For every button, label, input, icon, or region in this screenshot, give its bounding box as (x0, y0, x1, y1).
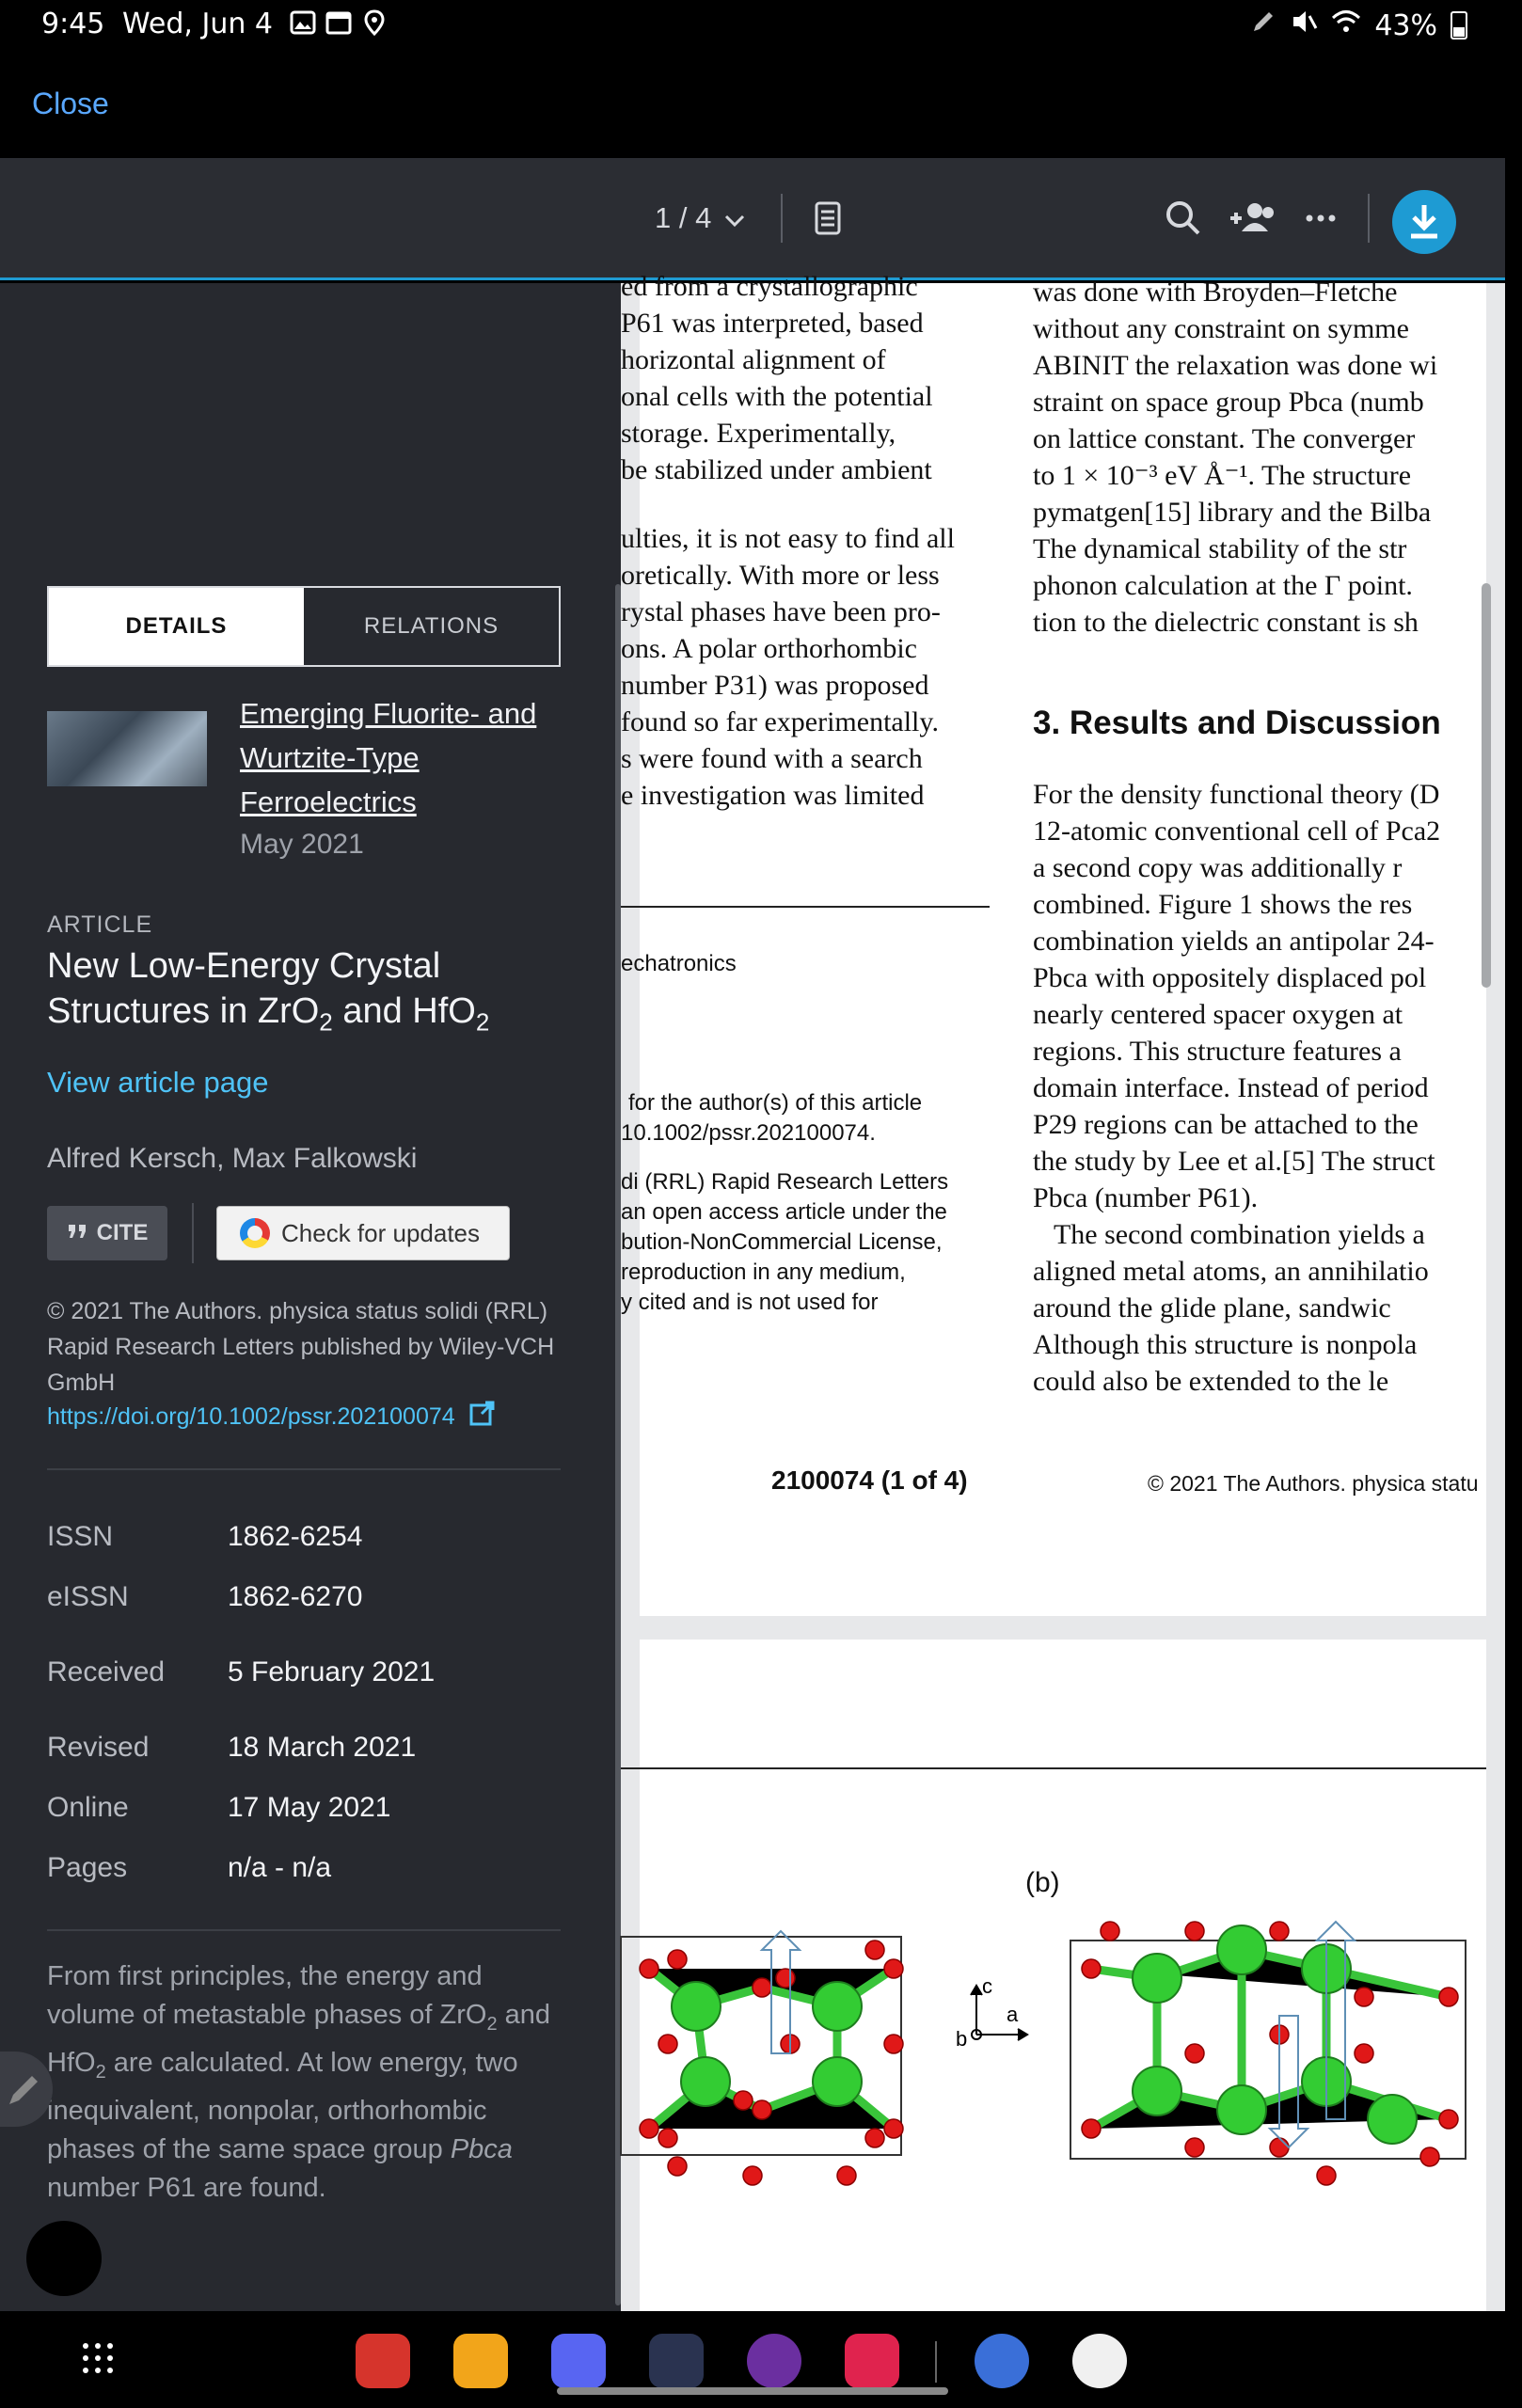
text-line: The dynamical stability of the str (1033, 533, 1407, 564)
text-line: s were found with a search (621, 743, 923, 774)
crossmark-icon (240, 1218, 270, 1248)
text-line: Pbca (number P61). (1033, 1182, 1259, 1213)
toolbar-divider (781, 194, 783, 243)
text-line: storage. Experimentally, (621, 418, 896, 449)
tab-relations[interactable]: RELATIONS (304, 588, 559, 665)
article-authors: Alfred Kersch, Max Falkowski (47, 1143, 418, 1174)
mute-icon (1290, 8, 1318, 43)
related-article-date: May 2021 (240, 829, 364, 860)
status-bar (0, 0, 1505, 51)
viewer-toolbar (0, 158, 1505, 280)
notes-app-icon[interactable] (356, 2334, 410, 2388)
doi-text: https://doi.org/10.1002/pssr.202100074 (47, 1403, 455, 1430)
abstract-text (47, 1957, 574, 2208)
text-column-left (621, 268, 993, 488)
text-line: found so far experimentally. (621, 706, 939, 737)
details-sidebar (0, 283, 621, 2311)
text-line: be stabilized under ambient (621, 454, 932, 485)
text-line: was done with Broyden–Fletche (1033, 277, 1398, 308)
abstract-subscript: 2 (486, 2013, 498, 2035)
text-line: di (RRL) Rapid Research Letters (621, 1169, 949, 1195)
quote-icon (67, 1220, 87, 1246)
text-line: the study by Lee et al.[5] The struct (1033, 1146, 1435, 1177)
meta-value: 5 February 2021 (228, 1656, 436, 1687)
text-line: tion to the dielectric constant is sh (1033, 607, 1419, 638)
check-for-updates-button[interactable] (216, 1206, 510, 1260)
firefox-app-icon[interactable] (747, 2334, 801, 2388)
text-line: oretically. With more or less (621, 560, 940, 591)
text-line: could also be extended to the le (1033, 1366, 1389, 1397)
document-scrollbar[interactable] (1482, 583, 1491, 988)
location-icon (361, 9, 388, 36)
meta-row-pages (47, 1852, 574, 1884)
pen-icon (1250, 8, 1276, 42)
text-line: for the author(s) of this article (628, 1090, 923, 1116)
license-text-a (621, 1088, 993, 1149)
meta-value: 17 May 2021 (228, 1792, 391, 1823)
cite-button[interactable] (47, 1206, 167, 1260)
meta-row-online (47, 1792, 574, 1824)
text-line: reproduction in any medium, (621, 1259, 906, 1285)
figure-panel-label: (b) (1025, 1867, 1060, 1898)
status-date: Wed, Jun 4 (122, 8, 273, 40)
text-column-right (1033, 274, 1522, 641)
document-view[interactable] (621, 271, 1505, 2311)
tab-details[interactable]: DETAILS (49, 588, 304, 665)
text-line: Pbca with oppositely displaced pol (1033, 962, 1427, 993)
chevron-down-icon (724, 201, 745, 235)
section-heading: 3. Results and Discussion (1033, 705, 1441, 741)
abstract-part: are calculated. At low energy, two inequivalent, nonpolar, orthorhombic phases of the same space group (47, 2047, 518, 2164)
article-title-part: and HfO (332, 991, 476, 1031)
article-title (47, 943, 574, 1045)
floating-action-button[interactable] (26, 2221, 102, 2296)
doi-link[interactable] (47, 1401, 495, 1434)
text-line: phonon calculation at the Γ point. (1033, 570, 1413, 601)
text-line: rystal phases have been pro- (621, 596, 941, 627)
text-line: y cited and is not used for (621, 1290, 879, 1315)
cite-label: CITE (96, 1220, 149, 1245)
text-line: number P31) was proposed (621, 670, 929, 701)
meta-row-received (47, 1656, 574, 1688)
text-line: 10.1002/pssr.202100074. (621, 1120, 876, 1146)
text-line: onal cells with the potential (621, 381, 933, 412)
close-bar (0, 51, 1505, 158)
text-line: straint on space group Pbca (numb (1033, 387, 1424, 418)
text-line: ABINIT the relaxation was done wi (1033, 350, 1438, 381)
abstract-subscript: 2 (95, 2061, 106, 2083)
text-line: bution-NonCommercial License, (621, 1229, 943, 1255)
gesture-bar[interactable] (557, 2387, 948, 2395)
pdf-page-1 (621, 271, 1486, 1616)
notification-icons (290, 9, 388, 36)
text-line: P29 regions can be attached to the (1033, 1109, 1419, 1140)
text-line: a second copy was additionally r (1033, 852, 1403, 883)
meta-row-revised (47, 1732, 574, 1764)
text-line: P61 was interpreted, based (621, 308, 924, 339)
sidebar-tabs (47, 586, 561, 667)
text-column-left-2 (621, 520, 993, 814)
check-updates-label: Check for updates (281, 1218, 481, 1247)
axis-c-label: c (982, 1974, 992, 1998)
abstract-part: number P61 are found. (47, 2172, 326, 2203)
footnote-rule (621, 906, 990, 908)
files-app-icon[interactable] (453, 2334, 508, 2388)
abstract-italic: Pbca (450, 2133, 513, 2164)
related-title-line: Ferroelectrics (240, 785, 417, 818)
edge-panel-handle[interactable] (0, 2052, 53, 2127)
copyright-text: © 2021 The Authors. physica status solidi (RRL) Rapid Research Letters published by Wiley-VCH GmbH (47, 1298, 555, 1396)
add-person-icon[interactable] (1229, 196, 1274, 241)
text-line: The second combination yields a (1033, 1219, 1425, 1250)
discord-app-icon[interactable] (551, 2334, 606, 2388)
page-footer-number: 2100074 (1 of 4) (771, 1465, 968, 1495)
divider (47, 1468, 561, 1470)
meta-key: Online (47, 1792, 129, 1823)
meta-value: 1862-6270 (228, 1581, 363, 1612)
text-line: regions. This structure features a (1033, 1036, 1402, 1067)
meta-key: Received (47, 1656, 166, 1687)
view-article-link[interactable]: View article page (47, 1066, 269, 1099)
status-time: 9:45 (41, 8, 105, 40)
article-label: ARTICLE (47, 911, 153, 938)
chat-app-icon[interactable] (649, 2334, 704, 2388)
text-line: 12-atomic conventional cell of Pca2 (1033, 816, 1441, 847)
meta-row-eissn (47, 1581, 574, 1613)
battery-icon (1451, 11, 1467, 40)
text-line: combination yields an antipolar 24- (1033, 926, 1435, 957)
header-rule (621, 1767, 1486, 1769)
abstract-part: and HfO (47, 2000, 551, 2078)
meta-value: 1862-6254 (228, 1521, 363, 1552)
meta-key: Pages (47, 1852, 128, 1883)
calendar-icon (325, 9, 352, 36)
text-line: ulties, it is not easy to find all (621, 523, 955, 554)
page-indicator: 1 / 4 (655, 201, 712, 234)
related-title-line: Emerging Fluorite- and (240, 697, 537, 730)
settings-app-icon[interactable] (975, 2334, 1029, 2388)
text-column-right-2 (1033, 776, 1522, 1400)
toolbar-divider (1368, 194, 1370, 243)
text-line: to 1 × 10⁻³ eV Å⁻¹. The structure (1033, 460, 1412, 491)
divider (47, 1929, 561, 1931)
text-line: For the density functional theory (D (1033, 779, 1440, 810)
meta-value: 18 March 2021 (228, 1732, 417, 1763)
page-selector[interactable] (655, 201, 745, 235)
text-line: an open access article under the (621, 1199, 947, 1225)
app-drawer-icon[interactable] (81, 2341, 115, 2380)
text-line: ons. A polar orthorhombic (621, 633, 917, 664)
gallery-icon (290, 9, 316, 36)
abstract-part: From first principles, the energy and volume of metastable phases of ZrO (47, 1961, 487, 2030)
meta-value: n/a - n/a (228, 1852, 332, 1883)
axis-b-label: b (956, 2027, 968, 2051)
close-button[interactable]: Close (32, 87, 109, 120)
related-title-line: Wurtzite-Type (240, 741, 420, 774)
wifi-icon (1331, 8, 1361, 43)
cite-divider (192, 1203, 194, 1263)
camera-app-icon[interactable] (845, 2334, 899, 2388)
article-title-line1: New Low-Energy Crystal (47, 946, 441, 986)
text-line: ed from a crystallographic (621, 271, 918, 302)
related-article-thumbnail[interactable] (47, 711, 207, 786)
status-right (1250, 8, 1467, 43)
article-title-part: Structures in ZrO (47, 991, 320, 1031)
article-title-subscript: 2 (319, 1007, 333, 1037)
text-line: combined. Figure 1 shows the res (1033, 889, 1413, 920)
text-line: e investigation was limited (621, 780, 925, 811)
text-line: Although this structure is nonpola (1033, 1329, 1418, 1360)
play-store-app-icon[interactable] (1072, 2334, 1127, 2388)
pdf-page-2 (640, 1640, 1486, 2354)
text-line: aligned metal atoms, an annihilatio (1033, 1256, 1429, 1287)
text-line: around the glide plane, sandwic (1033, 1292, 1391, 1323)
text-line: on lattice constant. The converger (1033, 423, 1416, 454)
text-line: without any constraint on symme (1033, 313, 1409, 344)
page-footer-copyright: © 2021 The Authors. physica statu (1148, 1471, 1479, 1496)
meta-key: ISSN (47, 1521, 114, 1552)
article-title-subscript: 2 (475, 1007, 490, 1037)
meta-row-issn (47, 1521, 574, 1553)
license-text-b (621, 1167, 993, 1318)
download-button[interactable] (1392, 190, 1456, 254)
text-line: nearly centered spacer oxygen at (1033, 999, 1403, 1030)
affiliation-text: echatronics (621, 951, 737, 976)
meta-key: Revised (47, 1732, 150, 1763)
text-line: pymatgen[15] library and the Bilba (1033, 497, 1432, 528)
outline-icon[interactable] (805, 196, 850, 241)
external-link-icon (468, 1401, 495, 1434)
more-icon[interactable] (1298, 196, 1343, 241)
taskbar-divider (935, 2341, 937, 2383)
meta-key: eISSN (47, 1581, 129, 1612)
battery-percent: 43% (1374, 8, 1437, 42)
axis-a-label: a (1007, 2003, 1019, 2026)
text-line: domain interface. Instead of period (1033, 1072, 1429, 1103)
crystal-structure-figure (621, 1912, 1505, 2307)
search-icon[interactable] (1161, 196, 1206, 241)
related-article-title[interactable] (240, 697, 560, 824)
text-line: horizontal alignment of (621, 344, 886, 375)
